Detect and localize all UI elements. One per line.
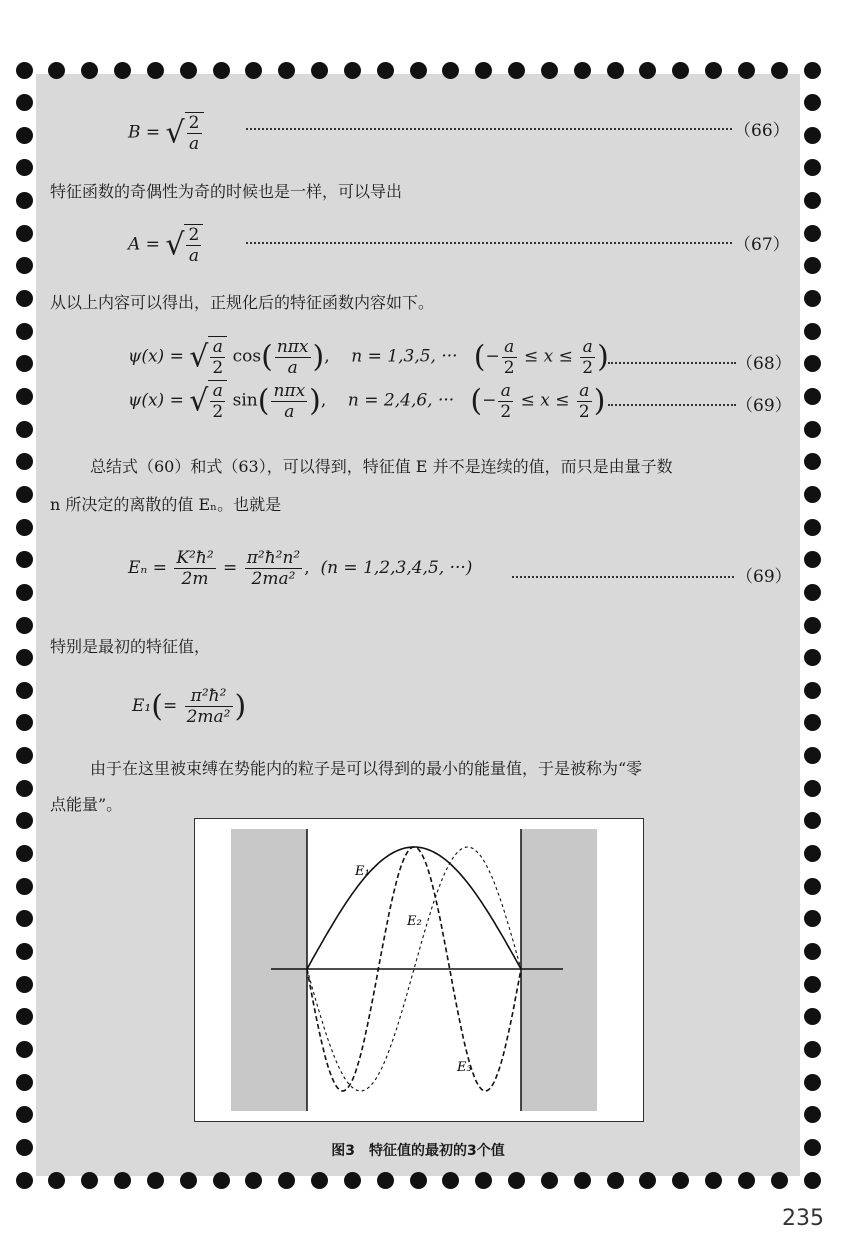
equation-69-energy: Eₙ = $\frac{\text{K²ħ²}}{2m}$ = $\frac{\text{π²ħ²n²}}{\text{2ma²}}$ , (n = 1,2,3,4,5, ···) [128, 548, 473, 589]
equation-e1: E₁(= $\frac{\text{π²ħ²}}{\text{2ma²}}$ ) [132, 686, 247, 727]
border-dot [804, 551, 821, 568]
figure-caption: 图3 特征值的最初的3个值 [331, 1143, 505, 1159]
equation-number: （66） [734, 121, 790, 141]
border-dot [508, 1172, 525, 1189]
border-dot [804, 519, 821, 536]
equation-number: （67） [734, 235, 790, 255]
border-dot [804, 649, 821, 666]
border-dot [804, 910, 821, 927]
border-dot [114, 62, 131, 79]
border-dot [344, 1172, 361, 1189]
border-dot [311, 1172, 328, 1189]
border-dot [475, 1172, 492, 1189]
border-dot [574, 1172, 591, 1189]
border-dot [16, 747, 33, 764]
equation-leader [608, 362, 736, 364]
border-dot [771, 1172, 788, 1189]
border-dot [16, 649, 33, 666]
paragraph: 点能量”。 [50, 795, 123, 814]
border-dot [672, 62, 689, 79]
border-dot [48, 1172, 65, 1189]
border-dot [804, 257, 821, 274]
border-dot [16, 192, 33, 209]
border-dot [16, 1074, 33, 1091]
border-dot [672, 1172, 689, 1189]
border-dot [278, 1172, 295, 1189]
border-dot [410, 1172, 427, 1189]
border-dot [245, 1172, 262, 1189]
border-dot [804, 1172, 821, 1189]
equation-number: （68） [736, 354, 792, 374]
equation-67: A = √ $\frac{2}{a}$ [128, 224, 203, 266]
wavefunction-diagram [195, 819, 643, 1121]
border-dot [738, 62, 755, 79]
border-dot [245, 62, 262, 79]
equation-68: ψ(x) = √ $\frac{a}{2}$ cos( $\frac{\text{nπx}}{a}$ ), n = 1,3,5, ··· (− $\frac{a}{2}$ ≤ x ≤ $\frac{a}{2}$ ) [128, 336, 609, 378]
border-dot [804, 355, 821, 372]
label-e1: E₁ [355, 864, 370, 879]
border-dot [804, 62, 821, 79]
border-dot [16, 323, 33, 340]
border-dot [16, 617, 33, 634]
border-dot [804, 159, 821, 176]
border-dot [639, 62, 656, 79]
border-dot [804, 1008, 821, 1025]
border-dot [16, 290, 33, 307]
border-dot [705, 62, 722, 79]
border-dot [804, 1041, 821, 1058]
border-dot [377, 1172, 394, 1189]
border-dot [442, 62, 459, 79]
border-dot [16, 1041, 33, 1058]
border-dot [16, 225, 33, 242]
border-dot [147, 1172, 164, 1189]
equation-leader [246, 242, 732, 244]
border-dot [16, 878, 33, 895]
border-dot [410, 62, 427, 79]
border-dot [804, 780, 821, 797]
border-dot [607, 1172, 624, 1189]
equation-leader [512, 576, 734, 578]
wavefunction-figure [194, 818, 644, 1122]
border-dot [16, 943, 33, 960]
border-dot [508, 62, 525, 79]
equation-69-sin: ψ(x) = √ $\frac{a}{2}$ sin( $\frac{\text{nπx}}{a}$ ), n = 2,4,6, ··· (− $\frac{a}{2}$ ≤ x ≤ $\frac{a}{2}$ ) [128, 380, 606, 422]
label-e3: E₃ [457, 1060, 472, 1075]
equation-66: B = √ $\frac{2}{a}$ [128, 112, 204, 154]
border-dot [16, 584, 33, 601]
border-dot [16, 159, 33, 176]
border-dot [804, 225, 821, 242]
border-dot [311, 62, 328, 79]
border-dot [16, 714, 33, 731]
curve-e1 [307, 847, 521, 969]
border-dot [377, 62, 394, 79]
border-dot [804, 682, 821, 699]
page-number: 235 [782, 1206, 824, 1231]
border-dot [804, 1139, 821, 1156]
border-dot [81, 1172, 98, 1189]
border-dot [16, 453, 33, 470]
border-dot [804, 976, 821, 993]
border-dot [16, 812, 33, 829]
border-dot [804, 617, 821, 634]
border-dot [16, 1172, 33, 1189]
border-dot [804, 388, 821, 405]
border-dot [804, 845, 821, 862]
border-dot [804, 421, 821, 438]
border-dot [804, 584, 821, 601]
border-dot [213, 62, 230, 79]
border-dot [16, 94, 33, 111]
right-potential-wall [521, 829, 597, 1111]
equation-leader [246, 128, 732, 130]
paragraph: 特征函数的奇偶性为奇的时候也是一样，可以导出 [50, 182, 403, 201]
border-dot [180, 62, 197, 79]
border-dot [16, 1139, 33, 1156]
border-dot [16, 62, 33, 79]
border-dot [213, 1172, 230, 1189]
border-dot [804, 1074, 821, 1091]
border-dot [16, 486, 33, 503]
label-e2: E₂ [407, 914, 422, 929]
border-dot [804, 486, 821, 503]
border-dot [804, 714, 821, 731]
border-dot [804, 943, 821, 960]
border-dot [16, 519, 33, 536]
border-dot [16, 1008, 33, 1025]
border-dot [16, 682, 33, 699]
paragraph: 总结式（60）和式（63），可以得到，特征值 E 并不是连续的值，而只是由量子数 [90, 457, 673, 476]
equation-leader [608, 404, 736, 406]
border-dot [804, 453, 821, 470]
border-dot [147, 62, 164, 79]
border-dot [16, 388, 33, 405]
border-dot [344, 62, 361, 79]
border-dot [804, 878, 821, 895]
border-dot [804, 812, 821, 829]
border-dot [804, 747, 821, 764]
border-dot [804, 127, 821, 144]
paragraph: 由于在这里被束缚在势能内的粒子是可以得到的最小的能量值，于是被称为“零 [90, 759, 643, 778]
border-dot [81, 62, 98, 79]
border-dot [639, 1172, 656, 1189]
border-dot [16, 421, 33, 438]
left-potential-wall [231, 829, 307, 1111]
border-dot [180, 1172, 197, 1189]
border-dot [541, 1172, 558, 1189]
equation-number: （69） [736, 396, 792, 416]
border-dot [771, 62, 788, 79]
border-dot [16, 355, 33, 372]
paragraph: 特别是最初的特征值， [50, 637, 211, 656]
border-dot [574, 62, 591, 79]
border-dot [541, 62, 558, 79]
border-dot [16, 257, 33, 274]
border-dot [16, 551, 33, 568]
border-dot [442, 1172, 459, 1189]
border-dot [804, 323, 821, 340]
border-dot [804, 192, 821, 209]
border-dot [804, 94, 821, 111]
border-dot [475, 62, 492, 79]
border-dot [16, 780, 33, 797]
paragraph: 从以上内容可以得出，正规化后的特征函数内容如下。 [50, 293, 435, 312]
border-dot [607, 62, 624, 79]
border-dot [16, 845, 33, 862]
equation-number: （69） [736, 567, 792, 587]
border-dot [705, 1172, 722, 1189]
border-dot [804, 1106, 821, 1123]
border-dot [16, 127, 33, 144]
border-dot [48, 62, 65, 79]
border-dot [278, 62, 295, 79]
border-dot [16, 910, 33, 927]
border-dot [16, 1106, 33, 1123]
border-dot [738, 1172, 755, 1189]
border-dot [16, 976, 33, 993]
border-dot [114, 1172, 131, 1189]
paragraph: n 所决定的离散的值 Eₙ。也就是 [50, 495, 282, 514]
border-dot [804, 290, 821, 307]
